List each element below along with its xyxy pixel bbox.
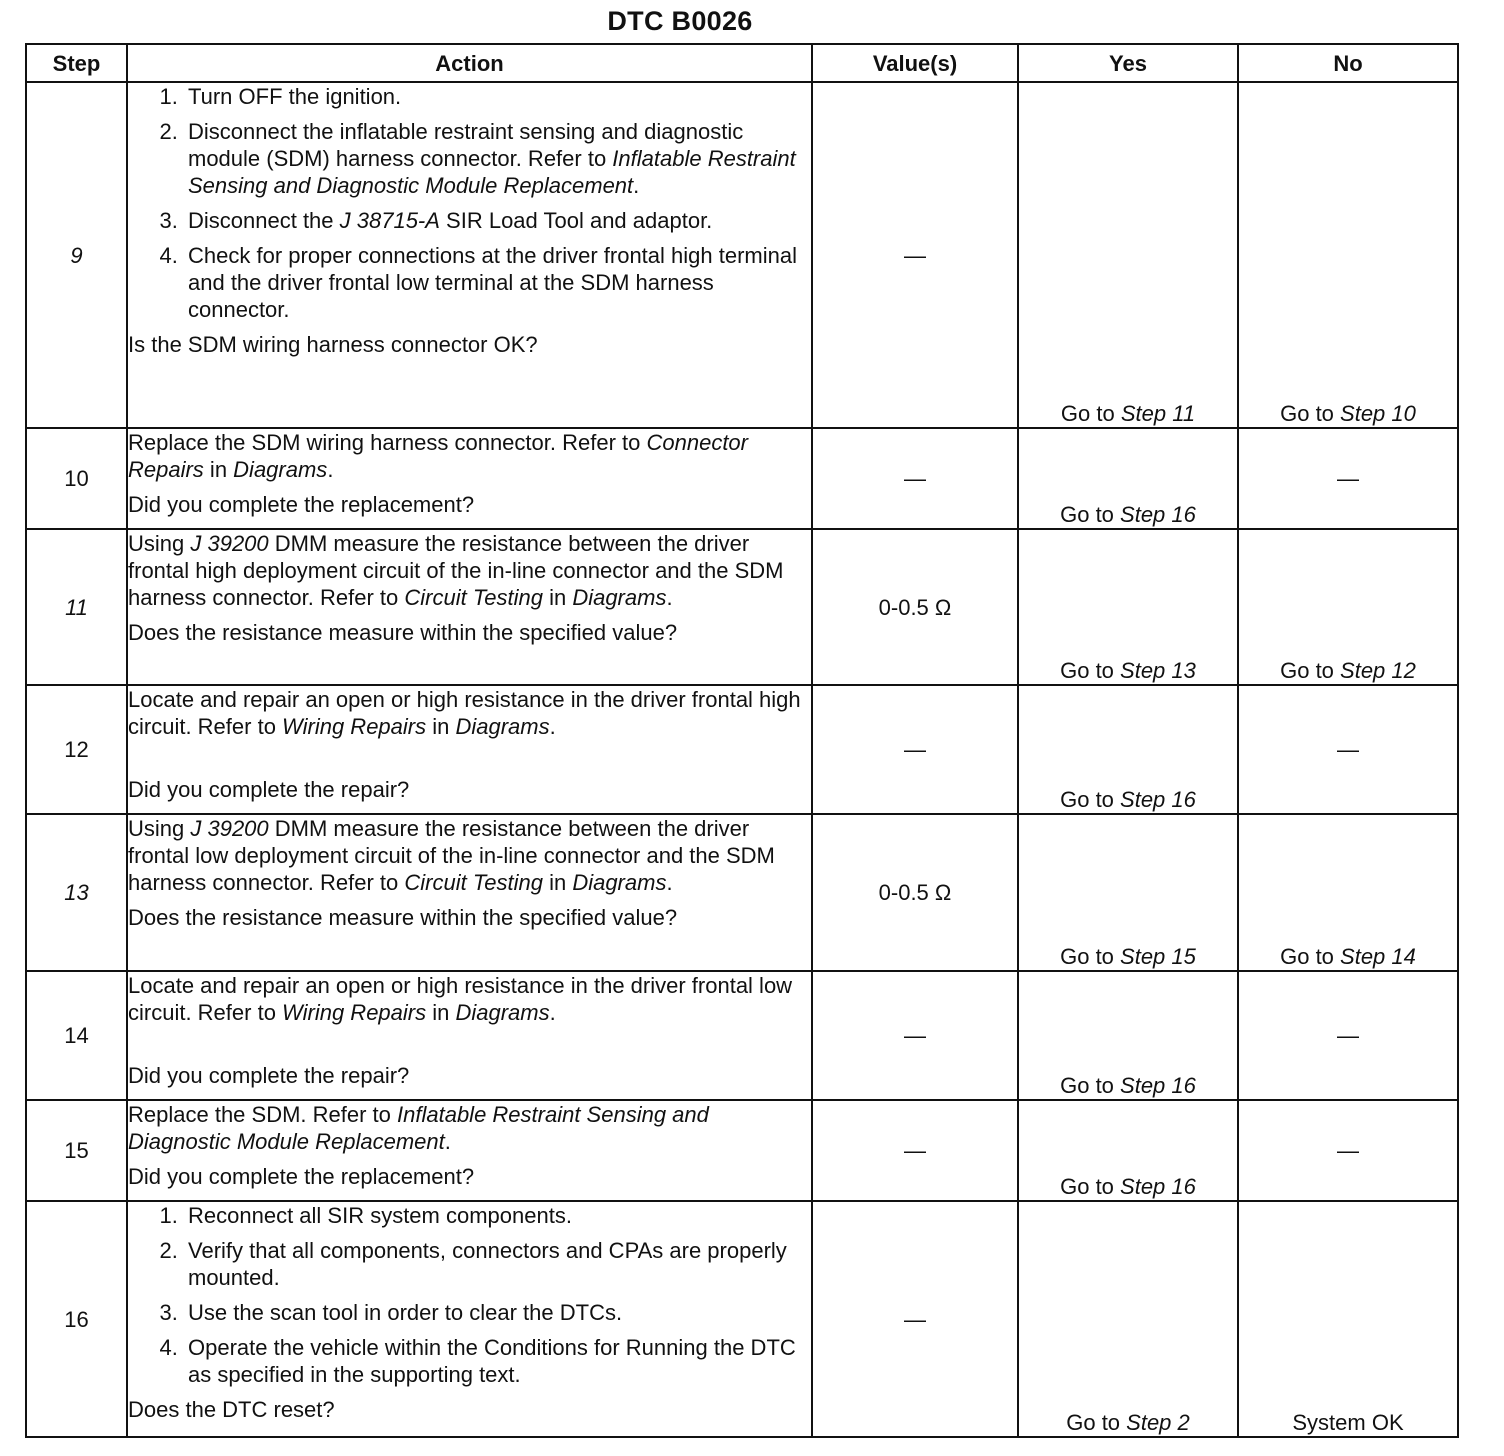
header-step: Step (26, 44, 127, 82)
dtc-table (25, 43, 1459, 1438)
header-action: Action (127, 44, 812, 82)
action-text: Disconnect the inflatable restraint sensing and diagnostic module (SDM) harness connector. Refer to (188, 119, 744, 171)
action-text: DMM measure the resistance between the driver frontal low deployment circuit of the in-line connector and the SDM harness connector. Refer to (128, 816, 775, 895)
action-text: . (327, 457, 334, 482)
action-cell (127, 428, 812, 529)
action-steps-list (128, 83, 811, 323)
table-row (26, 685, 1458, 814)
yes-cell (1018, 529, 1238, 685)
action-step (184, 207, 811, 234)
action-step (184, 1237, 811, 1291)
action-text: SIR Load Tool and adaptor. (439, 208, 713, 233)
action-paragraph (128, 530, 811, 611)
action-cell (127, 82, 812, 428)
yes-step-link[interactable]: Step 13 (1120, 658, 1196, 683)
header-value: Value(s) (812, 44, 1018, 82)
yes-step-link[interactable]: Step 16 (1120, 1174, 1196, 1199)
action-text: Turn OFF the ignition. (188, 84, 402, 109)
action-paragraph (128, 815, 811, 896)
no-goto-text: Go to (1280, 658, 1341, 683)
action-text: Disconnect the (188, 208, 340, 233)
value-cell: — (812, 82, 1018, 428)
value-cell: — (812, 1100, 1018, 1201)
table-row (26, 529, 1458, 685)
action-question: Is the SDM wiring harness connector OK? (128, 332, 538, 357)
action-question: Does the resistance measure within the specified value? (128, 620, 678, 645)
action-text: Reconnect all SIR system components. (188, 1203, 572, 1228)
no-cell (1238, 428, 1458, 529)
action-text: Use the scan tool in order to clear the DTCs. (188, 1300, 623, 1325)
reference-text: J 39200 (190, 816, 269, 841)
reference-text: Diagrams (455, 714, 550, 739)
action-cell (127, 1201, 812, 1437)
action-step (184, 1299, 811, 1326)
action-paragraph (128, 972, 811, 1026)
action-question: Did you complete the replacement? (128, 1164, 475, 1189)
reference-text: Inflatable Restraint Sensing and Diagnostic Module Replacement (188, 146, 796, 198)
value-cell: 0-0.5 Ω (812, 814, 1018, 971)
yes-cell (1018, 82, 1238, 428)
yes-step-link[interactable]: Step 16 (1120, 787, 1196, 812)
action-text: Using (128, 531, 191, 556)
action-text: in (426, 1000, 456, 1025)
table-row (26, 1201, 1458, 1437)
step-cell: 16 (26, 1201, 127, 1437)
yes-step-link[interactable]: Step 11 (1120, 401, 1196, 426)
step-cell: 11 (26, 529, 127, 685)
reference-text: Diagrams (572, 870, 667, 895)
no-result-text: — (1337, 1138, 1359, 1163)
action-question: Does the DTC reset? (128, 1397, 335, 1422)
yes-goto-text: Go to (1060, 658, 1121, 683)
yes-cell (1018, 685, 1238, 814)
action-step (184, 83, 811, 110)
action-cell (127, 971, 812, 1100)
action-text: Check for proper connections at the driver frontal high terminal and the driver frontal low terminal at the SDM harness connector. (188, 243, 797, 322)
action-text: . (444, 1129, 451, 1154)
yes-goto-text: Go to (1060, 944, 1121, 969)
action-text: Operate the vehicle within the Conditions for Running the DTC as specified in the supporting text. (188, 1335, 796, 1387)
yes-goto-text: Go to (1066, 1410, 1127, 1435)
action-text: in (426, 714, 456, 739)
table-row (26, 814, 1458, 971)
yes-goto-text: Go to (1060, 401, 1121, 426)
action-step (184, 242, 811, 323)
action-cell (127, 1100, 812, 1201)
header-no: No (1238, 44, 1458, 82)
value-cell: — (812, 685, 1018, 814)
action-text: Locate and repair an open or high resistance in the driver frontal high circuit. Refer to (128, 687, 801, 739)
reference-text: Inflatable Restraint Sensing and Diagnostic Module Replacement (128, 1102, 709, 1154)
reference-text: Diagrams (572, 585, 667, 610)
yes-cell (1018, 1100, 1238, 1201)
yes-goto-text: Go to (1060, 1174, 1121, 1199)
yes-goto-text: Go to (1060, 1073, 1121, 1098)
action-text: Verify that all components, connectors and CPAs are properly mounted. (188, 1238, 787, 1290)
yes-cell (1018, 428, 1238, 529)
no-result-text: System OK (1292, 1410, 1404, 1435)
action-text: in (203, 457, 234, 482)
action-question: Did you complete the repair? (128, 1063, 410, 1088)
reference-text: Diagrams (455, 1000, 550, 1025)
value-cell: — (812, 428, 1018, 529)
reference-text: J 38715-A (339, 208, 440, 233)
action-text: in (542, 585, 573, 610)
action-cell (127, 685, 812, 814)
table-row (26, 971, 1458, 1100)
action-question: Does the resistance measure within the specified value? (128, 905, 678, 930)
no-cell (1238, 529, 1458, 685)
action-question: Did you complete the repair? (128, 777, 410, 802)
step-cell: 9 (26, 82, 127, 428)
yes-step-link[interactable]: Step 16 (1120, 502, 1196, 527)
no-step-link[interactable]: Step 12 (1340, 658, 1416, 683)
no-result-text: — (1337, 737, 1359, 762)
no-goto-text: Go to (1280, 401, 1341, 426)
action-text: . (666, 585, 673, 610)
table-row (26, 1100, 1458, 1201)
action-text: . (549, 1000, 556, 1025)
yes-cell (1018, 971, 1238, 1100)
table-row (26, 82, 1458, 428)
action-text: . (633, 173, 640, 198)
reference-text: Wiring Repairs (282, 1000, 427, 1025)
page-title: DTC B0026 (607, 6, 753, 36)
action-cell (127, 814, 812, 971)
action-text: Using (128, 816, 191, 841)
step-cell: 15 (26, 1100, 127, 1201)
action-steps-list (128, 1202, 811, 1388)
no-cell (1238, 971, 1458, 1100)
value-cell: — (812, 1201, 1018, 1437)
action-text: Locate and repair an open or high resistance in the driver frontal low circuit. Refer to (128, 973, 793, 1025)
no-cell (1238, 814, 1458, 971)
action-step (184, 1202, 811, 1229)
action-question: Did you complete the replacement? (128, 492, 475, 517)
table-row (26, 428, 1458, 529)
step-cell: 12 (26, 685, 127, 814)
yes-goto-text: Go to (1060, 787, 1121, 812)
action-paragraph (128, 1101, 811, 1155)
reference-text: Circuit Testing (404, 870, 543, 895)
yes-step-link[interactable]: Step 15 (1120, 944, 1196, 969)
reference-text: Circuit Testing (404, 585, 543, 610)
yes-step-link[interactable]: Step 2 (1126, 1410, 1190, 1435)
no-cell (1238, 82, 1458, 428)
reference-text: Wiring Repairs (282, 714, 427, 739)
no-cell (1238, 1201, 1458, 1437)
step-cell: 10 (26, 428, 127, 529)
no-cell (1238, 1100, 1458, 1201)
no-step-link[interactable]: Step 10 (1340, 401, 1416, 426)
no-result-text: — (1337, 1023, 1359, 1048)
step-cell: 14 (26, 971, 127, 1100)
action-text: Replace the SDM wiring harness connector. Refer to (128, 430, 647, 455)
action-cell (127, 529, 812, 685)
action-step (184, 1334, 811, 1388)
header-yes: Yes (1018, 44, 1238, 82)
yes-cell (1018, 1201, 1238, 1437)
value-cell: — (812, 971, 1018, 1100)
action-paragraph (128, 429, 811, 483)
action-text: . (549, 714, 556, 739)
action-text: Replace the SDM. Refer to (128, 1102, 398, 1127)
value-cell: 0-0.5 Ω (812, 529, 1018, 685)
reference-text: Connector Repairs (128, 430, 748, 482)
step-cell: 13 (26, 814, 127, 971)
yes-cell (1018, 814, 1238, 971)
no-result-text: — (1337, 466, 1359, 491)
action-text: DMM measure the resistance between the driver frontal high deployment circuit of the in-line connector and the SDM harness connector. Refer to (128, 531, 784, 610)
no-step-link[interactable]: Step 14 (1340, 944, 1416, 969)
reference-text: J 39200 (190, 531, 269, 556)
no-goto-text: Go to (1280, 944, 1341, 969)
action-text: . (666, 870, 673, 895)
header-row (26, 44, 1458, 82)
reference-text: Diagrams (233, 457, 328, 482)
action-text: in (542, 870, 573, 895)
no-cell (1238, 685, 1458, 814)
action-step (184, 118, 811, 199)
action-paragraph (128, 686, 811, 740)
yes-step-link[interactable]: Step 16 (1120, 1073, 1196, 1098)
yes-goto-text: Go to (1060, 502, 1121, 527)
